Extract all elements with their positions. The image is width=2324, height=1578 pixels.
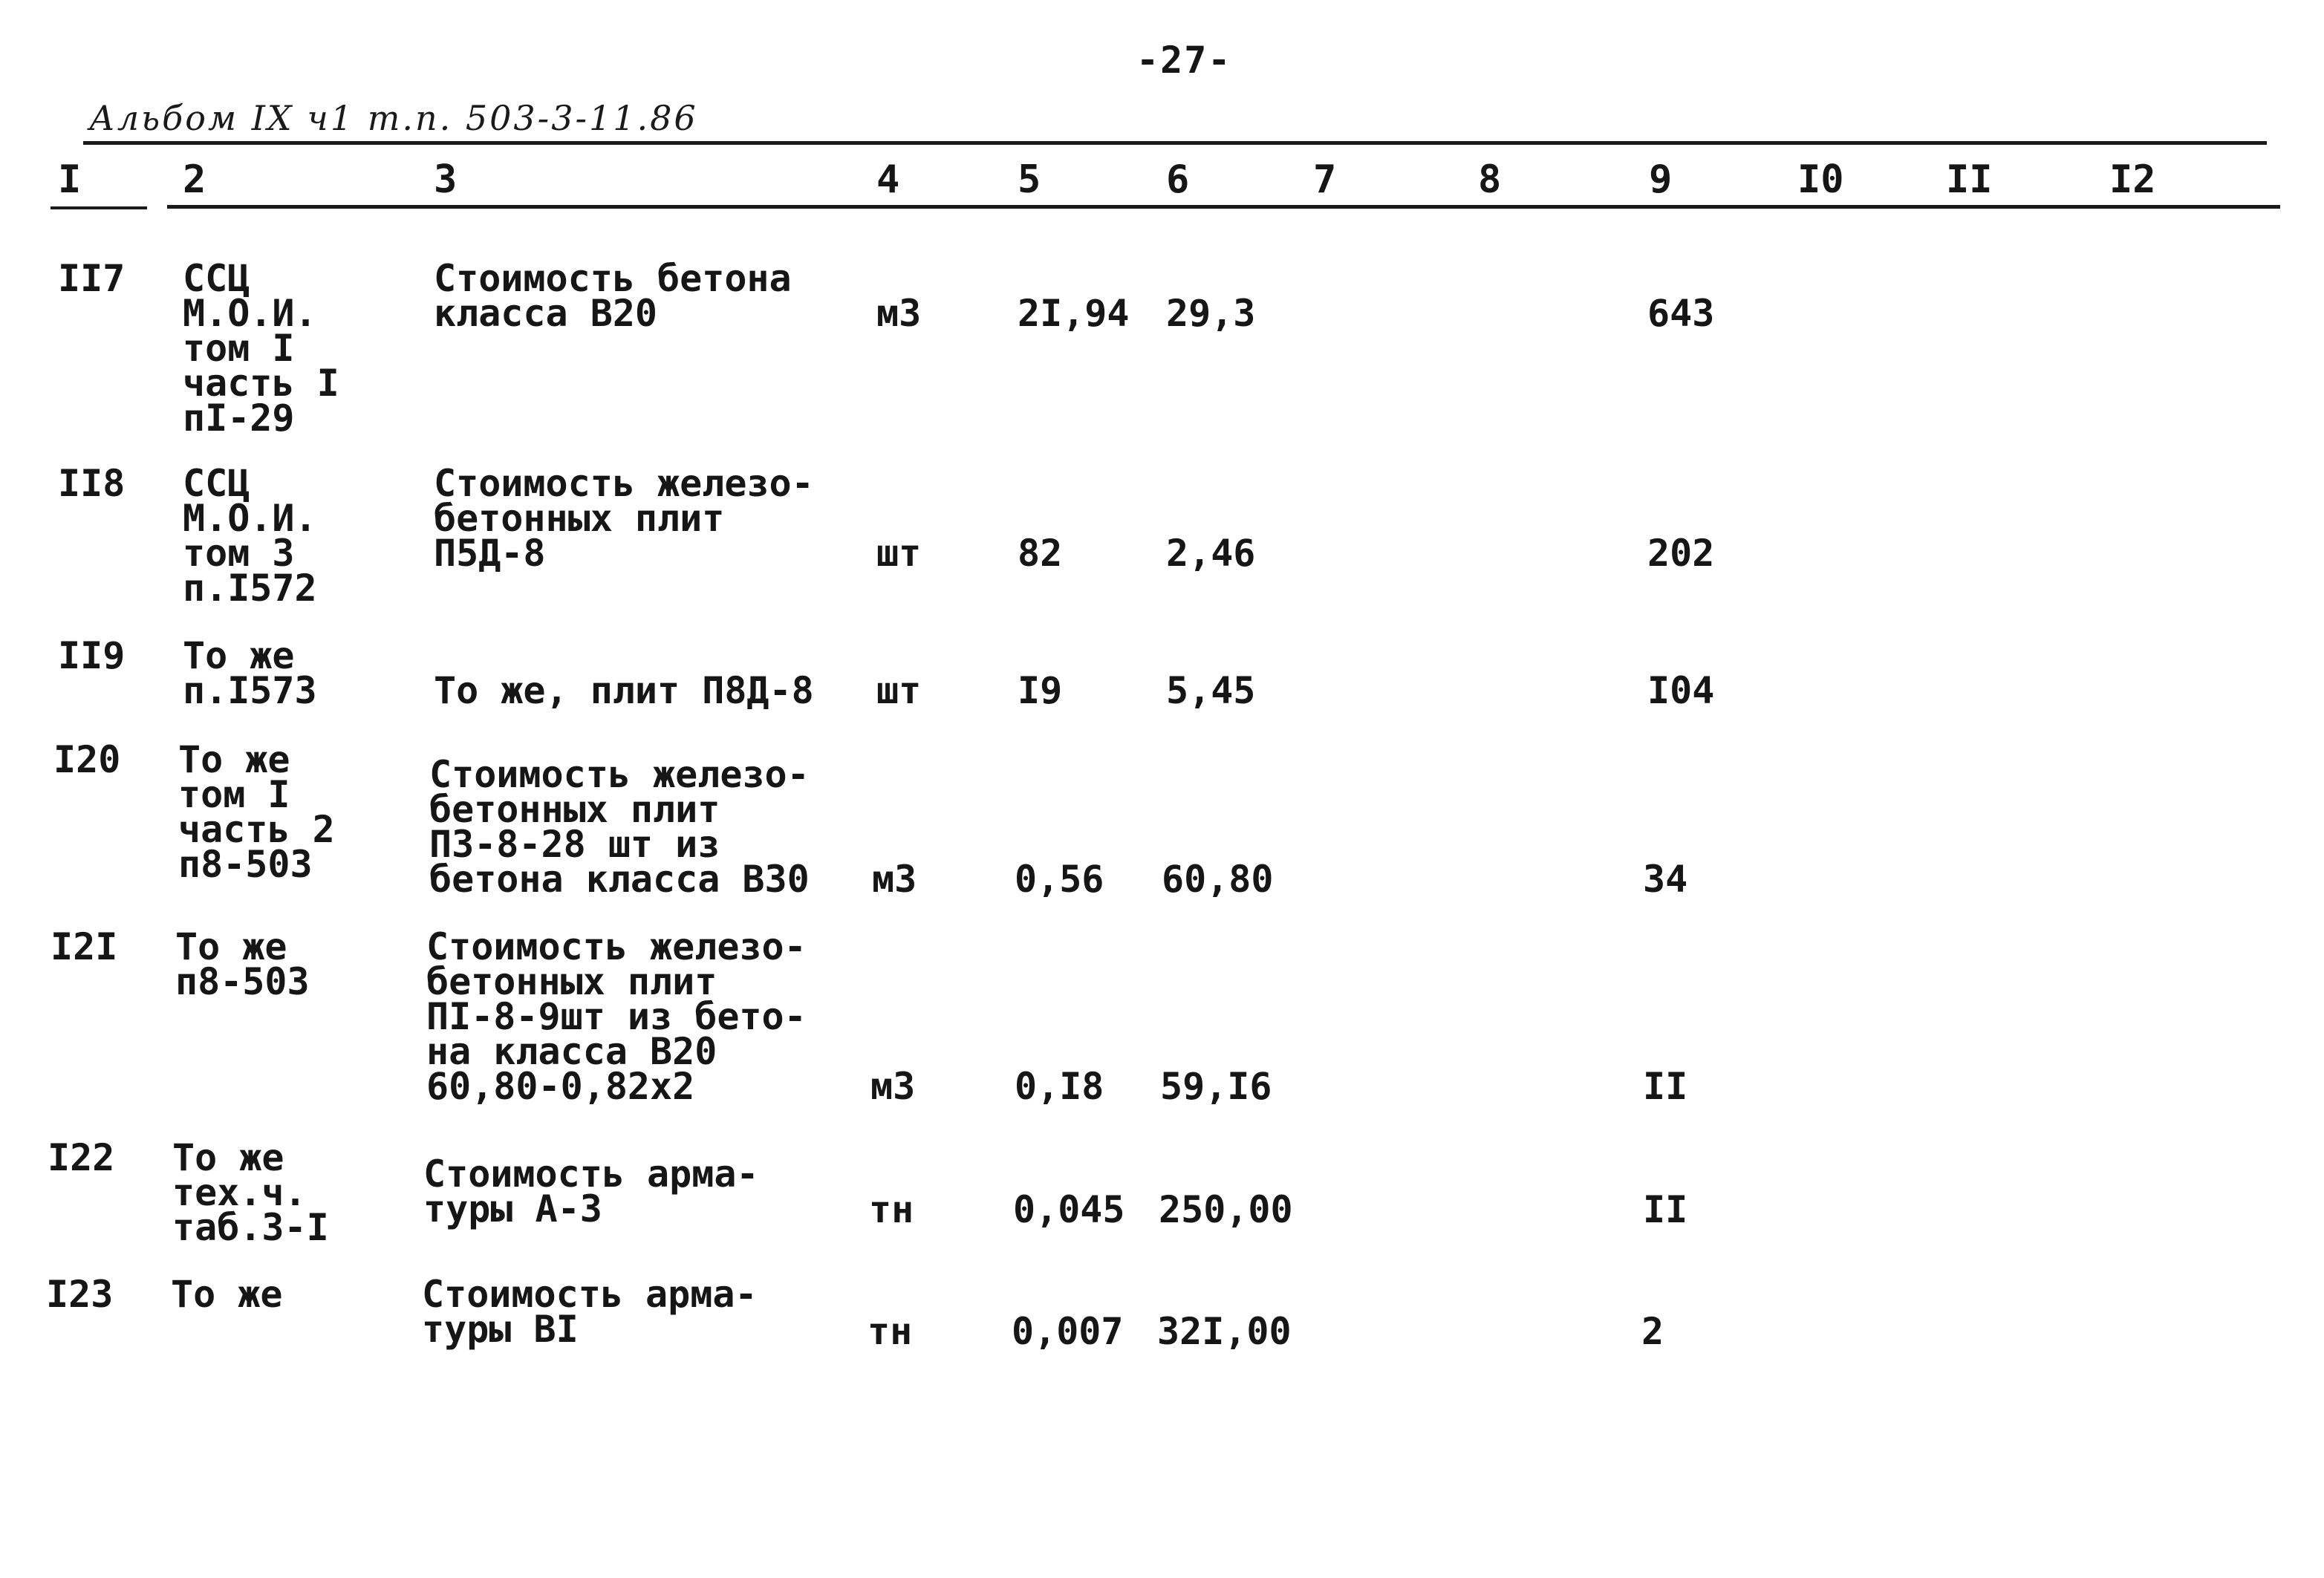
column-header-11: II — [1946, 157, 1993, 202]
row-source: То же п.I573 — [183, 634, 317, 712]
row-description: Стоимость железо- бетонных плит П3-8-28 шт из бетона класса В30 — [429, 753, 810, 901]
row-price: 2,46 — [1166, 532, 1256, 575]
row-quantity: 0,045 — [1013, 1188, 1125, 1231]
row-unit: тн — [868, 1310, 913, 1353]
row-source: ССЦ М.О.И. том 3 п.I572 — [183, 462, 317, 610]
column-header-12: I2 — [2109, 157, 2156, 202]
column-header-9: 9 — [1649, 157, 1673, 202]
column-header-3: 3 — [434, 157, 458, 202]
header-bottom-rule — [167, 205, 2280, 209]
row-unit: м3 — [870, 1065, 916, 1108]
row-unit: м3 — [872, 858, 917, 901]
row-description: То же, плит П8Д-8 — [434, 669, 814, 712]
row-price: 5,45 — [1166, 669, 1256, 712]
column-header-8: 8 — [1478, 157, 1502, 202]
row-source: То же том I часть 2 п8-503 — [178, 738, 335, 886]
row-total: 202 — [1647, 532, 1715, 575]
column-header-4: 4 — [876, 157, 900, 202]
row-quantity: 0,I8 — [1015, 1065, 1104, 1108]
row-total: 2 — [1641, 1310, 1664, 1353]
row-quantity: I9 — [1018, 669, 1063, 712]
row-number: I20 — [53, 738, 121, 781]
row-number: II9 — [58, 634, 126, 677]
row-description: Стоимость железо- бетонных плит ПI-8-9шт из бето- на класса В20 60,80-0,82х2 — [426, 925, 807, 1108]
row-price: 59,I6 — [1160, 1065, 1272, 1108]
column-header-10: I0 — [1797, 157, 1844, 202]
row-quantity: 0,56 — [1015, 858, 1104, 901]
row-unit: шт — [876, 532, 922, 575]
row-description: Стоимость арма- туры А-3 — [423, 1152, 759, 1230]
row-description: Стоимость бетона класса В20 — [434, 257, 792, 335]
page-number: -27- — [1136, 39, 1232, 82]
handwritten-header: Альбом IX ч1 т.п. 503-3-11.86 — [89, 98, 698, 138]
row-number: II7 — [58, 257, 126, 300]
row-price: 250,00 — [1159, 1188, 1293, 1231]
row-description: Стоимость железо- бетонных плит П5Д-8 — [434, 462, 814, 575]
row-number: I23 — [46, 1273, 114, 1316]
row-quantity: 2I,94 — [1018, 292, 1130, 335]
row-quantity: 0,007 — [1012, 1310, 1124, 1353]
row-number: I22 — [48, 1136, 115, 1179]
col1-underline — [51, 206, 147, 209]
column-header-5: 5 — [1018, 157, 1041, 202]
row-source: То же тех.ч. таб.3-I — [172, 1136, 329, 1249]
row-price: 29,3 — [1166, 292, 1256, 335]
row-number: II8 — [58, 462, 126, 505]
row-price: 32I,00 — [1157, 1310, 1292, 1353]
row-description: Стоимость арма- туры ВI — [422, 1273, 758, 1351]
column-header-7: 7 — [1313, 157, 1337, 202]
row-source: ССЦ М.О.И. том I часть I пI-29 — [183, 257, 339, 440]
column-header-1: I — [58, 157, 82, 202]
row-source: То же — [171, 1273, 283, 1316]
top-rule — [83, 141, 2267, 145]
row-unit: шт — [876, 669, 922, 712]
row-total: 34 — [1643, 858, 1688, 901]
row-price: 60,80 — [1162, 858, 1274, 901]
row-number: I2I — [51, 925, 118, 968]
row-total: II — [1643, 1065, 1688, 1108]
row-total: 643 — [1647, 292, 1715, 335]
row-quantity: 82 — [1018, 532, 1063, 575]
column-header-2: 2 — [183, 157, 206, 202]
column-header-6: 6 — [1166, 157, 1190, 202]
row-total: I04 — [1647, 669, 1715, 712]
row-source: То же п8-503 — [175, 925, 310, 1003]
row-unit: тн — [869, 1188, 914, 1231]
row-unit: м3 — [876, 292, 922, 335]
row-total: II — [1643, 1188, 1688, 1231]
